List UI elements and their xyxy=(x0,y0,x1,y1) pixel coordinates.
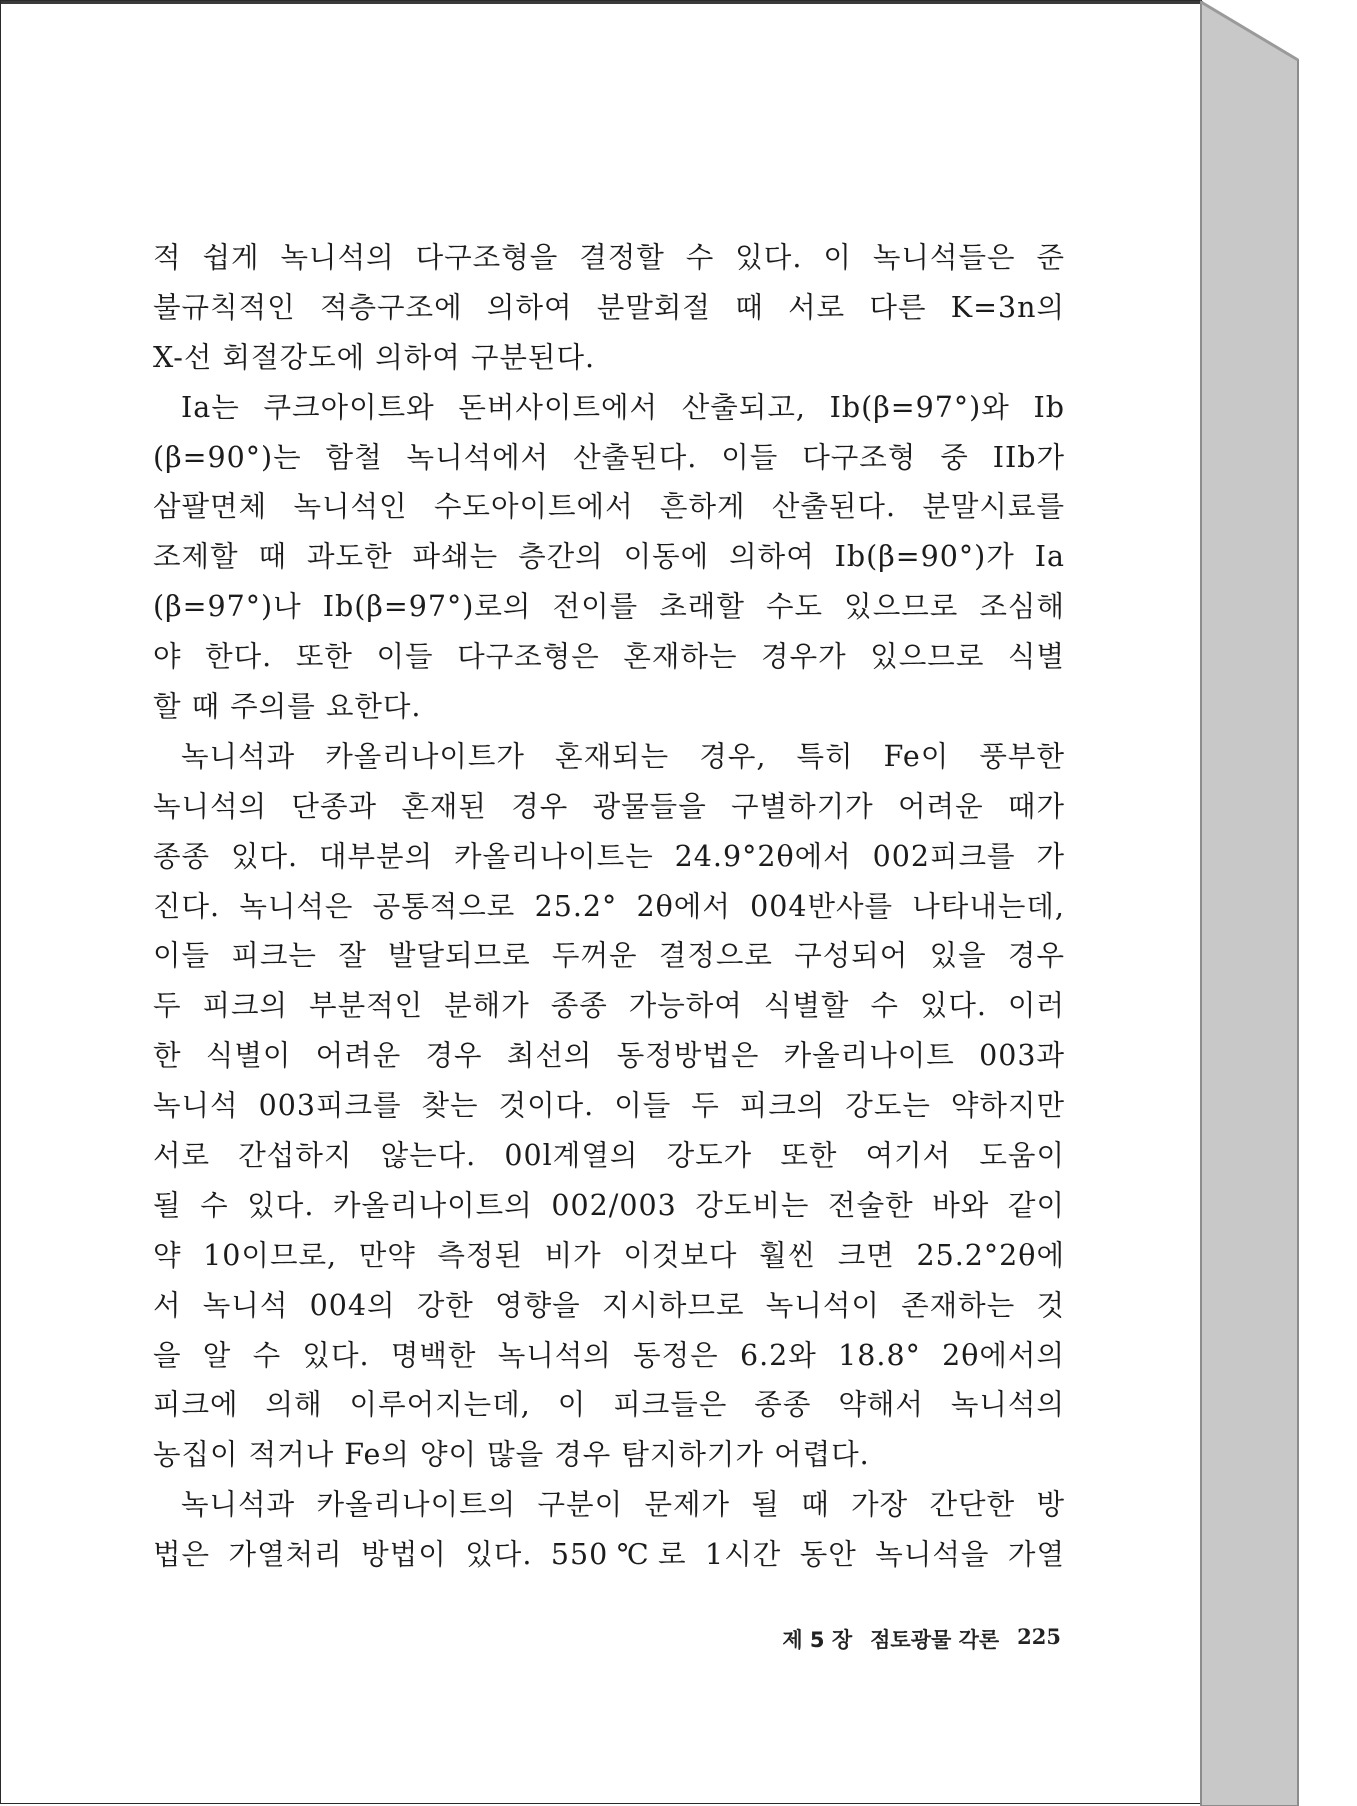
page-top-edge xyxy=(1,1,1203,4)
text-line: 녹니석과 카올리나이트가 혼재되는 경우, 특히 Fe이 풍부한 xyxy=(181,739,1065,773)
text-line: Ia는 쿠크아이트와 돈버사이트에서 산출되고, Ib(β=97°)와 Ib xyxy=(181,390,1065,424)
paragraph-1 xyxy=(153,233,1065,383)
text-line: (β=97°)나 Ib(β=97°)로의 전이를 초래할 수도 있으므로 조심해 xyxy=(153,590,1065,624)
paragraph-4 xyxy=(153,1480,1065,1580)
paragraph-3 xyxy=(153,732,1065,1480)
page-footer xyxy=(721,1624,1061,1654)
text-line: 약 10이므로, 만약 측정된 비가 이것보다 훨씬 크면 25.2°2θ에 xyxy=(153,1238,1065,1272)
text-line: 할 때 주의를 요한다. xyxy=(153,690,422,724)
text-line: 삼팔면체 녹니석인 수도아이트에서 흔하게 산출된다. 분말시료를 xyxy=(153,490,1065,524)
text-line: 녹니석 003피크를 찾는 것이다. 이들 두 피크의 강도는 약하지만 xyxy=(153,1089,1065,1123)
text-line: X-선 회절강도에 의하여 구분된다. xyxy=(153,340,596,374)
text-line: 서로 간섭하지 않는다. 00l계열의 강도가 또한 여기서 도움이 xyxy=(153,1139,1065,1173)
book-side-edge xyxy=(1201,2,1298,60)
book-side-face xyxy=(1201,2,1298,1806)
text-line: 적 쉽게 녹니석의 다구조형을 결정할 수 있다. 이 녹니석들은 준 xyxy=(153,241,1065,274)
text-line: 서 녹니석 004의 강한 영향을 지시하므로 녹니석이 존재하는 것 xyxy=(153,1288,1065,1322)
text-line: 을 알 수 있다. 명백한 녹니석의 동정은 6.2와 18.8° 2θ에서의 xyxy=(153,1338,1065,1372)
text-line: 농집이 적거나 Fe의 양이 많을 경우 탐지하기가 어렵다. xyxy=(153,1438,870,1472)
text-line: 녹니석과 카올리나이트의 구분이 문제가 될 때 가장 간단한 방 xyxy=(181,1488,1065,1522)
text-line: 야 한다. 또한 이들 다구조형은 혼재하는 경우가 있으므로 식별 xyxy=(153,640,1065,674)
page-number: 225 xyxy=(1017,1624,1061,1649)
text-line: 녹니석의 단종과 혼재된 경우 광물들을 구별하기가 어려운 때가 xyxy=(153,789,1065,823)
chapter-label: 제 5 장 xyxy=(782,1628,853,1652)
text-line: 법은 가열처리 방법이 있다. 550℃로 1시간 동안 녹니석을 가열 xyxy=(153,1538,1065,1572)
chapter-title: 점토광물 각론 xyxy=(870,1628,1000,1652)
text-line: 조제할 때 과도한 파쇄는 층간의 이동에 의하여 Ib(β=90°)가 Ia xyxy=(153,540,1065,574)
text-line: 이들 피크는 잘 발달되므로 두꺼운 결정으로 구성되어 있을 경우 xyxy=(153,939,1065,973)
text-line: 피크에 의해 이루어지는데, 이 피크들은 종종 약해서 녹니석의 xyxy=(153,1388,1065,1422)
text-line: 두 피크의 부분적인 분해가 종종 가능하여 식별할 수 있다. 이러 xyxy=(153,989,1065,1023)
text-line: 진다. 녹니석은 공통적으로 25.2° 2θ에서 004반사를 나타내는데, xyxy=(153,889,1065,923)
body-text xyxy=(153,233,1065,1580)
text-line: (β=90°)는 함철 녹니석에서 산출된다. 이들 다구조형 중 IIb가 xyxy=(153,440,1065,474)
paragraph-2 xyxy=(153,383,1065,732)
text-line: 한 식별이 어려운 경우 최선의 동정방법은 카올리나이트 003과 xyxy=(153,1039,1065,1073)
text-line: 될 수 있다. 카올리나이트의 002/003 강도비는 전술한 바와 같이 xyxy=(153,1188,1065,1222)
text-line: 종종 있다. 대부분의 카올리나이트는 24.9°2θ에서 002피크를 가 xyxy=(153,839,1065,873)
text-line: 불규칙적인 적층구조에 의하여 분말회절 때 서로 다른 K=3n의 xyxy=(153,290,1065,324)
